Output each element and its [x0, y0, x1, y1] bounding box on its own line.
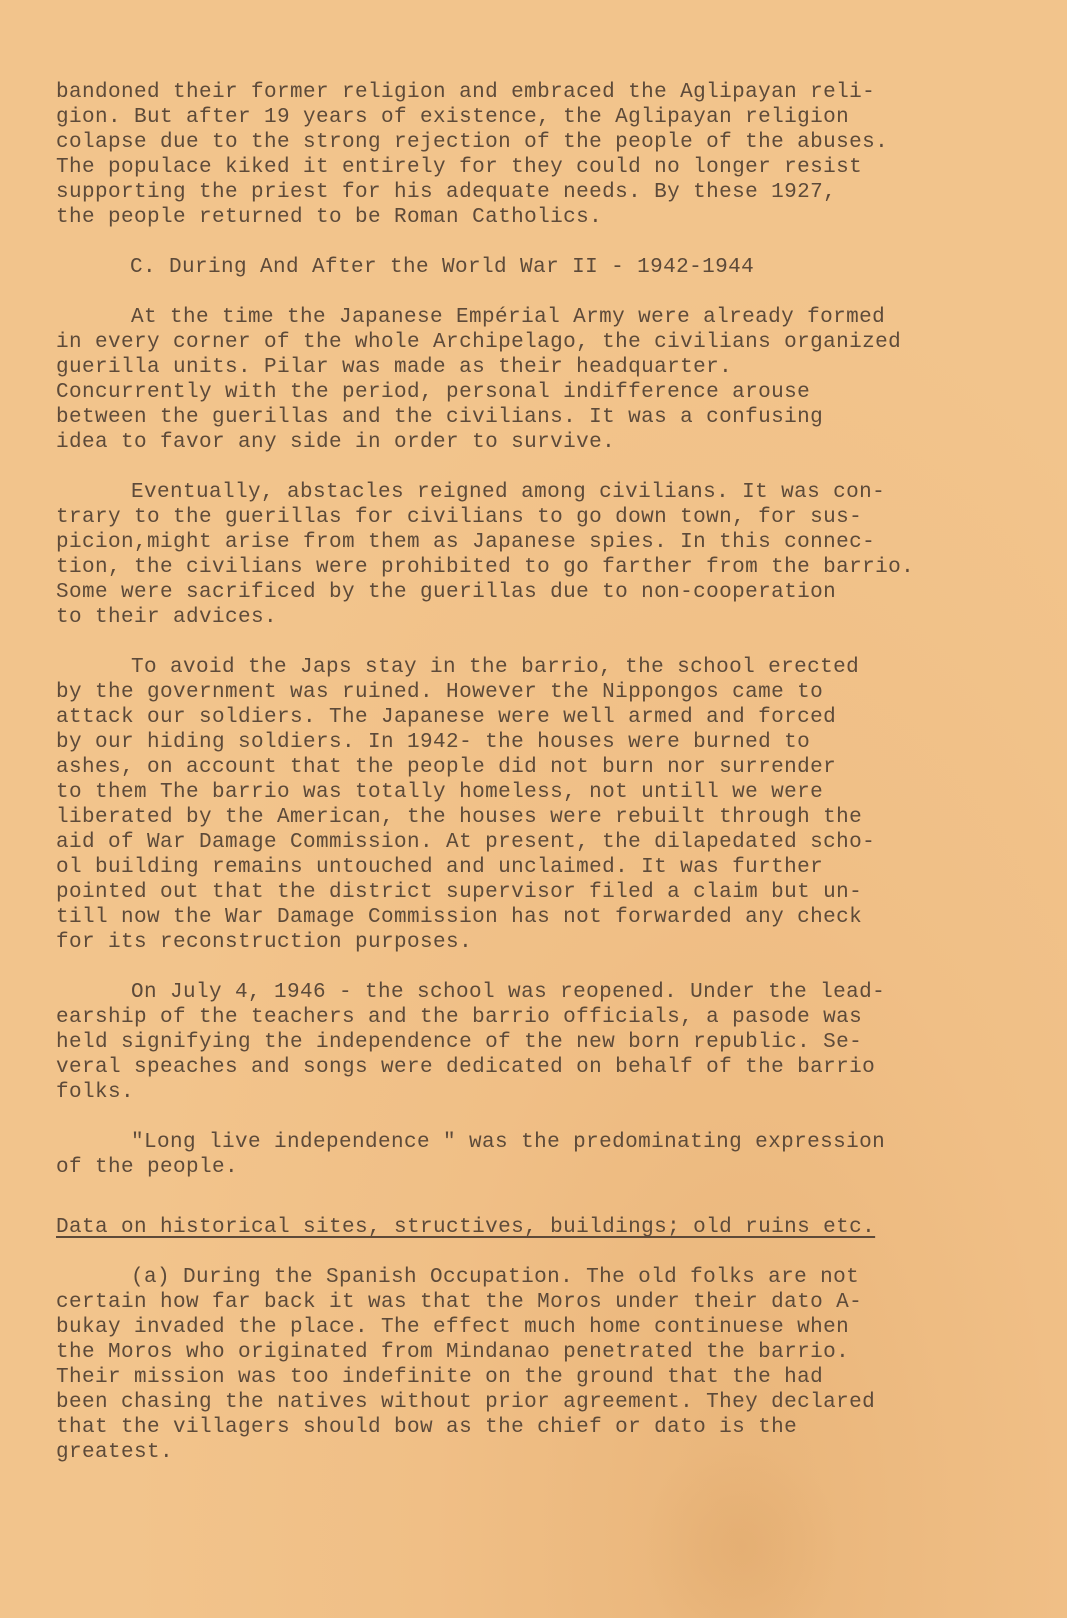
paragraph-aglipayan [56, 80, 1036, 230]
section-heading-c: C. During And After the World War II - 1942-1944 [130, 256, 755, 279]
text-line: held signifying the independence of the new born republic. Se- [56, 1031, 863, 1054]
paragraph-independence [56, 1130, 1036, 1180]
paragraph-school-reopened [56, 980, 1036, 1105]
text-line: Some were sacrificed by the guerillas due to non-cooperation [56, 581, 837, 604]
text-line: ol building remains untouched and unclaimed. It was further [56, 856, 824, 879]
text-line: between the guerillas and the civilians. It was a confusing [56, 406, 824, 429]
paragraph-spanish-occupation [56, 1265, 1036, 1465]
text-line: bandoned their former religion and embraced the Aglipayan reli- [56, 81, 876, 104]
text-line: liberated by the American, the houses were rebuilt through the [56, 806, 863, 829]
text-line: in every corner of the whole Archipelago, the civilians organized [56, 331, 902, 354]
text-line: On July 4, 1946 - the school was reopened. Under the lead- [118, 981, 886, 1004]
text-line: till now the War Damage Commission has not forwarded any check [56, 906, 863, 929]
paragraph-japanese-army [56, 305, 1036, 455]
text-line: The populace kiked it entirely for they could no longer resist [56, 156, 863, 179]
text-line: "Long live independence " was the predominating expression [118, 1131, 886, 1154]
text-line: earship of the teachers and the barrio officials, a pasode was [56, 1006, 863, 1029]
text-line: bukay invaded the place. The effect much home continuese when [56, 1316, 850, 1339]
text-line: that the villagers should bow as the chief or dato is the [56, 1416, 798, 1439]
paper-stain [640, 1440, 840, 1618]
text-line: the Moros who originated from Mindanao penetrated the barrio. [56, 1341, 850, 1364]
text-line: gion. But after 19 years of existence, the Aglipayan religion [56, 106, 850, 129]
text-line: the people returned to be Roman Catholics. [56, 206, 603, 229]
text-line: Their mission was too indefinite on the ground that the had [56, 1366, 824, 1389]
text-line: attack our soldiers. The Japanese were well armed and forced [56, 706, 837, 729]
text-line: Concurrently with the period, personal indifference arouse [56, 381, 811, 404]
paragraph-abstacles [56, 480, 1036, 630]
text-line: aid of War Damage Commission. At present, the dilapedated scho- [56, 831, 876, 854]
document-page [56, 80, 1036, 1490]
text-line: picion,might arise from them as Japanese spies. In this connec- [56, 531, 876, 554]
text-line: supporting the priest for his adequate needs. By these 1927, [56, 181, 837, 204]
text-line: of the people. [56, 1156, 239, 1179]
text-line: (a) During the Spanish Occupation. The old folks are not [118, 1266, 860, 1289]
text-line: to their advices. [56, 606, 278, 629]
text-line: trary to the guerillas for civilians to go down town, for sus- [56, 506, 863, 529]
text-line: greatest. [56, 1441, 174, 1464]
text-line: ashes, on account that the people did not burn nor surrender [56, 756, 837, 779]
text-line: veral speaches and songs were dedicated on behalf of the barrio [56, 1056, 876, 1079]
text-line: idea to favor any side in order to survive. [56, 431, 616, 454]
text-line: to them The barrio was totally homeless, not untill we were [56, 781, 824, 804]
paragraph-school-ruined [56, 655, 1036, 955]
text-line: tion, the civilians were prohibited to go farther from the barrio. [56, 556, 915, 579]
text-line: folks. [56, 1081, 135, 1104]
text-line: been chasing the natives without prior agreement. They declared [56, 1391, 876, 1414]
text-line: Eventually, abstacles reigned among civilians. It was con- [118, 481, 886, 504]
text-line: for its reconstruction purposes. [56, 931, 473, 954]
text-line: guerilla units. Pilar was made as their headquarter. [56, 356, 746, 379]
text-line: by our hiding soldiers. In 1942- the houses were burned to [56, 731, 811, 754]
text-line: At the time the Japanese Empérial Army were already formed [118, 306, 886, 329]
text-line: pointed out that the district supervisor filed a claim but un- [56, 881, 863, 904]
text-line: colapse due to the strong rejection of the people of the abuses. [56, 131, 889, 154]
text-line: certain how far back it was that the Moros under their dato A- [56, 1291, 863, 1314]
text-line: To avoid the Japs stay in the barrio, the school erected [118, 656, 860, 679]
section-title-historical-sites: Data on historical sites, structives, buildings; old ruins etc. [56, 1216, 876, 1239]
text-line: by the government was ruined. However the Nippongos came to [56, 681, 824, 704]
